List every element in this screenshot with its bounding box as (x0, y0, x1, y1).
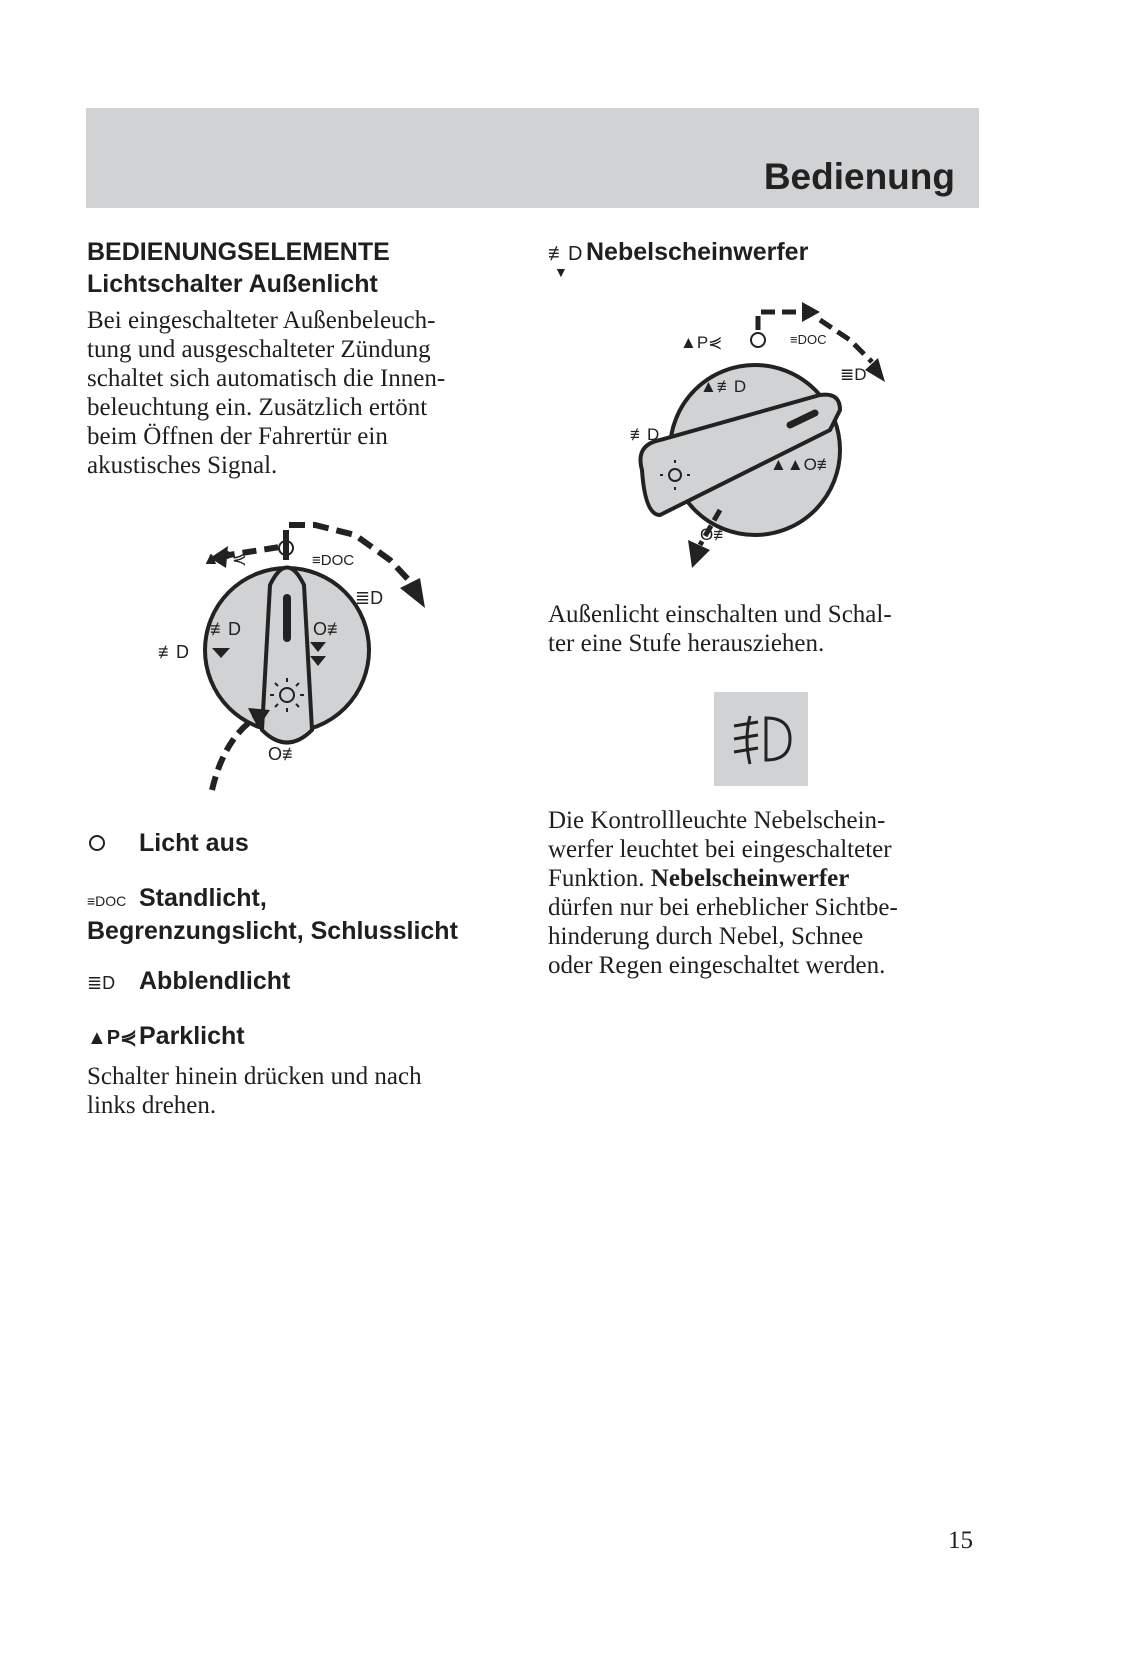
fog-front-outer-icon: ≢D (630, 425, 660, 444)
rear-fog-knob-icon: O≢ (313, 619, 346, 639)
fog-arrow-head-top (802, 302, 820, 322)
rear-fog-outer-icon: O≢ (268, 744, 301, 764)
page-number: 15 (948, 1527, 973, 1554)
arrow-head-right (400, 578, 425, 608)
right-column (548, 236, 988, 280)
front-fog-outer-icon: ≢D (158, 642, 189, 662)
knob-handle[interactable] (262, 568, 312, 743)
bold-term: Nebelscheinwerfer (650, 865, 850, 892)
legend-side-light (87, 883, 458, 946)
fog-description: Außenlicht einschalten und Schal- ter eine Stufe herausziehen. (548, 601, 892, 657)
intro-line: beleuchtung ein. Zusätzlich ertönt (87, 394, 428, 421)
low-beam-label: Abblendlicht (139, 967, 291, 995)
fog-side-light-icon: ≡DOC (790, 332, 827, 347)
off-icon (87, 828, 139, 858)
fog-low-beam-icon: ≣D (840, 365, 867, 384)
fog-indicator-lamp (714, 692, 808, 786)
low-beam-icon: ≣D (87, 973, 116, 993)
legend-off (87, 828, 249, 858)
front-fog-icon: ≢D ▼ (548, 243, 583, 280)
fog-rear-outer-icon: O≢ (700, 525, 731, 544)
header-band (86, 108, 979, 208)
fog-front-knob-icon: ▲≢D (700, 377, 747, 396)
low-beam-position-icon: ≣D (355, 588, 384, 608)
legend-park (87, 1021, 245, 1053)
intro-line: schaltet sich automatisch die Innen- (87, 365, 446, 392)
park-icon: ▲P⋞ (87, 1027, 137, 1049)
off-label: Licht aus (139, 829, 249, 857)
intro-line: akustisches Signal. (87, 452, 278, 479)
side-light-label-2: Begrenzungslicht, Schlusslicht (87, 917, 458, 945)
fog-rear-knob-icon: ▲▲O≢ (770, 455, 834, 474)
park-label: Parklicht (139, 1022, 245, 1050)
left-column (87, 236, 527, 480)
intro-line: beim Öffnen der Fahrertür ein (87, 423, 388, 450)
park-position-label: ▲P⋞ (202, 548, 247, 568)
subheading: Lichtschalter Außenlicht (87, 270, 378, 298)
fog-park-label: ▲P⋞ (680, 333, 723, 352)
intro-line: Bei eingeschalteter Außenbeleuch- (87, 307, 436, 334)
side-light-label-1: Standlicht, (139, 884, 267, 912)
front-fog-knob-icon: ≢D (210, 619, 241, 639)
intro-line: tung und ausgeschalteter Zündung (87, 336, 431, 363)
legend-low-beam (87, 966, 290, 998)
page-title: Bedienung (763, 156, 955, 197)
side-light-position-icon: ≡DOC (312, 552, 355, 569)
side-light-icon: ≡DOC (87, 893, 127, 909)
section-heading: BEDIENUNGSELEMENTE (87, 238, 390, 266)
park-description: Schalter hinein drücken und nach links drehen. (87, 1063, 422, 1119)
intro-paragraph (87, 306, 527, 480)
fog-arrow-head-right (865, 358, 885, 382)
light-switch-diagram (150, 510, 450, 810)
fog-lamp-icon (714, 692, 808, 786)
fog-heading: ≢D ▼ Nebelscheinwerfer (548, 238, 809, 280)
indicator-paragraph: Die Kontrollleuchte Nebelschein- werfer leuchtet bei eingeschalteter Funktion. Nebelscheinwerfer dürfen nur bei erheblicher Sichtbe- hinderung durch Nebel, Schnee oder Regen eingeschaltet werden. (548, 807, 898, 979)
fog-switch-diagram (630, 300, 900, 580)
fog-off-icon (751, 333, 765, 347)
